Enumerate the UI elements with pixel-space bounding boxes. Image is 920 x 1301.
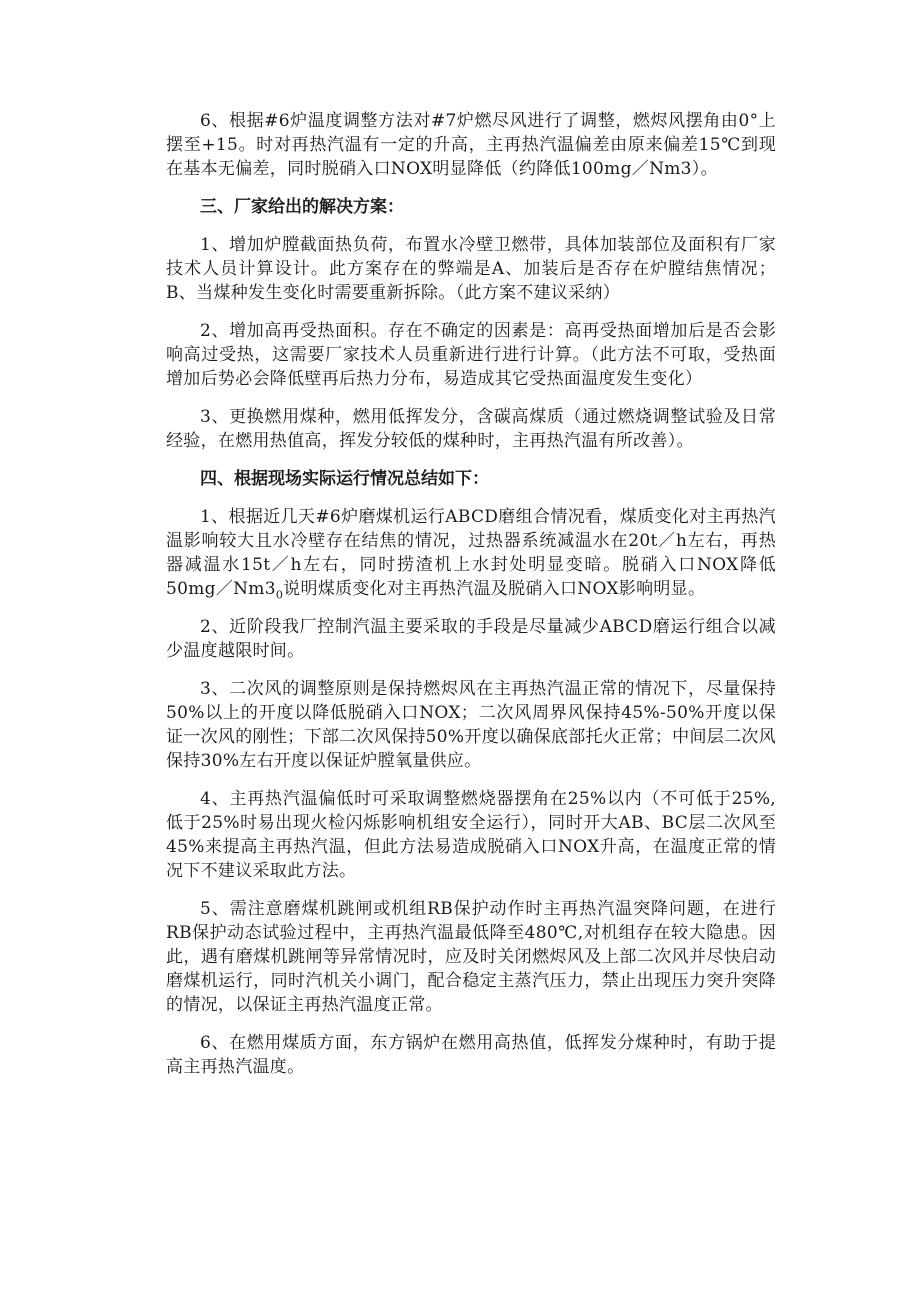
solution-paragraph-2: 2、增加高再受热面积。存在不确定的因素是：高再受热面增加后是否会影响高过受热，这需要厂家技术人员重新进行进行计算。（此方法不可取，受热面增加后势必会降低壁再后热力分布，易造成其它受热面温度发生变化） xyxy=(166,321,776,389)
summary-1-subscript: 0 xyxy=(275,588,284,602)
summary-1-main-text: 1、根据近几天#6炉磨煤机运行ABCD磨组合情况看，煤质变化对主再热汽温影响较大且水冷壁存在结焦的情况，过热器系统减温水在20t／h左右，再热器减温水15t／h左右，同时捞渣机上水封处明显变暗。脱硝入口NOX降低50mg／Nm3 xyxy=(166,507,776,599)
section-heading-3: 三、厂家给出的解决方案： xyxy=(200,197,404,217)
summary-paragraph-3: 3、二次风的调整原则是保持燃烬风在主再热汽温正常的情况下，尽量保持50%以上的开度以降低脱硝入口NOX；二次风周界风保持45%-50%开度以保证一次风的刚性；下部二次风保持50%开度以确保底部托火正常；中间层二次风保持30%左右开度以保证炉膛氧量供应。 xyxy=(166,679,776,771)
summary-1-tail-text: 说明煤质变化对主再热汽温及脱硝入口NOX影响明显。 xyxy=(283,579,706,599)
summary-paragraph-1 xyxy=(166,505,776,601)
solution-paragraph-1: 1、增加炉膛截面热负荷，布置水冷壁卫燃带，具体加装部位及面积有厂家技术人员计算设计。此方案存在的弊端是A、加装后是否存在炉膛结焦情况；B、当煤种发生变化时需要重新拆除。（此方案不建议采纳） xyxy=(166,235,776,303)
section-heading-4: 四、根据现场实际运行情况总结如下： xyxy=(200,469,489,489)
summary-paragraph-2: 2、近阶段我厂控制汽温主要采取的手段是尽量减少ABCD磨运行组合以减少温度越限时间。 xyxy=(166,617,776,661)
solution-paragraph-3: 3、更换燃用煤种，燃用低挥发分，含碳高煤质（通过燃烧调整试验及日常经验，在燃用热值高，挥发分较低的煤种时，主再热汽温有所改善）。 xyxy=(166,407,776,451)
summary-paragraph-5: 5、需注意磨煤机跳闸或机组RB保护动作时主再热汽温突降问题，在进行RB保护动态试验过程中，主再热汽温最低降至480℃,对机组存在较大隐患。因此，遇有磨煤机跳闸等异常情况时，应及时关闭燃烬风及上部二次风并尽快启动磨煤机运行，同时汽机关小调门，配合稳定主蒸汽压力，禁止出现压力突升突降的情况，以保证主再热汽温度正常。 xyxy=(166,899,776,1015)
paragraph-adjustment-6: 6、根据#6炉温度调整方法对#7炉燃尽风进行了调整，燃烬风摆角由0°上摆至+15。时对再热汽温有一定的升高，主再热汽温偏差由原来偏差15℃到现在基本无偏差，同时脱硝入口NOX明显降低（约降低100mg／Nm3）。 xyxy=(166,111,776,179)
summary-paragraph-4: 4、主再热汽温偏低时可采取调整燃烧器摆角在25%以内（不可低于25%,低于25%时易出现火检闪烁影响机组安全运行），同时开大AB、BC层二次风至45%来提高主再热汽温，但此方法易造成脱硝入口NOX升高，在温度正常的情况下不建议采取此方法。 xyxy=(166,789,776,881)
document-body xyxy=(166,109,776,1093)
summary-paragraph-6: 6、在燃用煤质方面，东方锅炉在燃用高热值，低挥发分煤种时，有助于提高主再热汽温度。 xyxy=(166,1033,776,1077)
